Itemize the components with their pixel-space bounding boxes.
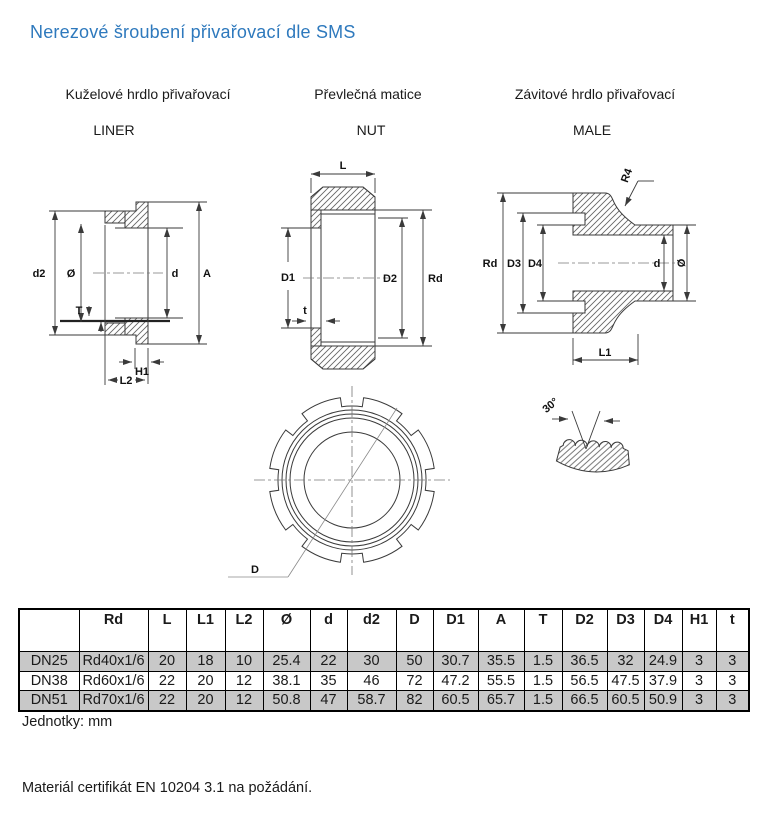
table-cell: 30.7 <box>433 652 478 672</box>
column-header: Ø <box>263 609 310 652</box>
dim-label-angle: 30° <box>540 395 561 416</box>
dim-label-L2: L2 <box>119 375 133 387</box>
table-cell: 65.7 <box>478 691 524 711</box>
table-cell: 50.8 <box>263 691 310 711</box>
type-label-liner: LINER <box>93 122 135 138</box>
column-header <box>19 609 79 652</box>
column-header: D3 <box>607 609 644 652</box>
dim-label-A: A <box>203 268 211 280</box>
row-label: DN38 <box>19 671 79 691</box>
table-cell: 58.7 <box>347 691 396 711</box>
column-header: D4 <box>644 609 682 652</box>
column-header: t <box>716 609 749 652</box>
row-label: DN25 <box>19 652 79 672</box>
dim-label-Rd: Rd <box>482 258 498 270</box>
table-cell: 3 <box>716 671 749 691</box>
table-cell: 20 <box>186 691 225 711</box>
dim-label-D2: D2 <box>382 273 398 285</box>
table-cell: 32 <box>607 652 644 672</box>
table-cell: 50.9 <box>644 691 682 711</box>
column-header: L <box>148 609 186 652</box>
nut-wall-top-section <box>311 210 321 228</box>
liner-flange-top-section <box>125 202 148 228</box>
table-cell: 72 <box>396 671 433 691</box>
material-note: Materiál certifikát EN 10204 3.1 na požádání. <box>22 780 313 796</box>
nut-wall-bottom-section <box>311 328 321 346</box>
table-cell: 66.5 <box>562 691 607 711</box>
thread-profile-section <box>556 439 631 474</box>
dim-label-d2: d2 <box>32 268 46 280</box>
section-heading-male: Závitové hrdlo přivařovací <box>514 86 676 102</box>
table-cell: 12 <box>225 691 263 711</box>
dim-label-dia: Ø <box>66 268 76 280</box>
column-header: Rd <box>79 609 148 652</box>
table-cell: 50 <box>396 652 433 672</box>
section-heading-nut: Převlečná matice <box>314 86 422 102</box>
table-row <box>19 671 749 691</box>
table-cell: 37.9 <box>644 671 682 691</box>
male-top-section <box>573 193 673 235</box>
table-cell: 24.9 <box>644 652 682 672</box>
dim-label-Rd: Rd <box>428 273 443 285</box>
male-drawing <box>478 148 718 383</box>
dim-label-d: d <box>171 268 179 280</box>
thread-detail <box>528 385 668 490</box>
table-cell: 3 <box>716 652 749 672</box>
table-cell: Rd40x1/6 <box>79 652 148 672</box>
male-bottom-section <box>573 291 673 333</box>
dim-label-L1: L1 <box>598 347 612 359</box>
table-cell: 20 <box>186 671 225 691</box>
table-cell: 12 <box>225 671 263 691</box>
table-cell: 22 <box>148 691 186 711</box>
nut-top-section <box>311 187 375 210</box>
page-title: Nerezové šroubení přivařovací dle SMS <box>30 22 356 42</box>
table-cell: 47 <box>310 691 347 711</box>
dim-label-R4: R4 <box>619 166 636 185</box>
column-header: A <box>478 609 524 652</box>
column-header: L2 <box>225 609 263 652</box>
dim-label-t: t <box>303 305 307 317</box>
table-cell: 22 <box>310 652 347 672</box>
table-cell: 36.5 <box>562 652 607 672</box>
table-cell: 1.5 <box>524 691 562 711</box>
liner-lip-top-section <box>105 211 125 223</box>
dim-label-D3: D3 <box>506 258 522 270</box>
table-cell: 20 <box>148 652 186 672</box>
column-header: D <box>396 609 433 652</box>
table-cell: 35.5 <box>478 652 524 672</box>
table-cell: 18 <box>186 652 225 672</box>
table-row <box>19 691 749 711</box>
table-cell: 55.5 <box>478 671 524 691</box>
spec-table <box>18 608 750 712</box>
dim-label-L: L <box>339 160 347 172</box>
table-cell: 1.5 <box>524 652 562 672</box>
table-cell: 60.5 <box>433 691 478 711</box>
table-cell: 1.5 <box>524 671 562 691</box>
liner-drawing <box>15 158 225 393</box>
table-cell: 47.5 <box>607 671 644 691</box>
dim-label-H1: H1 <box>134 366 150 378</box>
nut-bottom-section <box>311 346 375 369</box>
type-label-nut: NUT <box>356 122 386 138</box>
table-cell: 60.5 <box>607 691 644 711</box>
type-label-male: MALE <box>572 122 612 138</box>
dim-label-D: D <box>251 564 259 576</box>
table-cell: 10 <box>225 652 263 672</box>
column-header: D1 <box>433 609 478 652</box>
section-heading-liner: Kuželové hrdlo přivařovací <box>65 86 231 102</box>
table-row <box>19 652 749 672</box>
column-header: T <box>524 609 562 652</box>
table-cell: 46 <box>347 671 396 691</box>
dim-label-T: T <box>75 305 83 317</box>
table-cell: 3 <box>716 691 749 711</box>
nut-front-view <box>222 383 487 601</box>
table-cell: 30 <box>347 652 396 672</box>
column-header: L1 <box>186 609 225 652</box>
column-header: H1 <box>682 609 716 652</box>
table-cell: 82 <box>396 691 433 711</box>
liner-lip-bottom-section <box>105 323 125 335</box>
dim-label-D4: D4 <box>527 258 543 270</box>
table-cell: 3 <box>682 671 716 691</box>
table-cell: 35 <box>310 671 347 691</box>
table-cell: 25.4 <box>263 652 310 672</box>
table-cell: 3 <box>682 691 716 711</box>
table-cell: 47.2 <box>433 671 478 691</box>
table-cell: 38.1 <box>263 671 310 691</box>
nut-drawing <box>278 148 443 383</box>
dim-label-dia: Ø <box>676 258 688 268</box>
table-cell: Rd70x1/6 <box>79 691 148 711</box>
dim-label-d: d <box>653 258 661 270</box>
column-header: d2 <box>347 609 396 652</box>
table-cell: 3 <box>682 652 716 672</box>
units-note: Jednotky: mm <box>22 714 113 730</box>
column-header: d <box>310 609 347 652</box>
table-cell: Rd60x1/6 <box>79 671 148 691</box>
dim-label-D1: D1 <box>280 272 296 284</box>
row-label: DN51 <box>19 691 79 711</box>
column-header: D2 <box>562 609 607 652</box>
table-cell: 56.5 <box>562 671 607 691</box>
table-cell: 22 <box>148 671 186 691</box>
